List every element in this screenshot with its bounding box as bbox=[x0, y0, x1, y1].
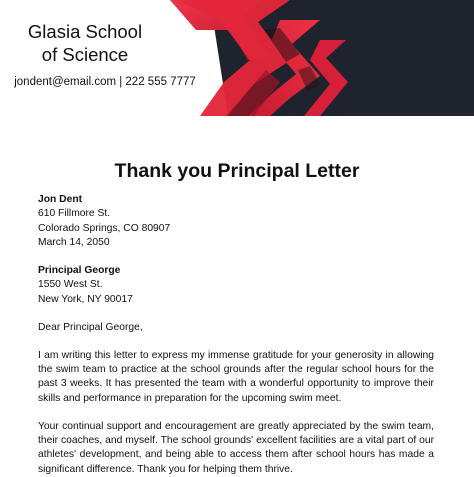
salutation: Dear Principal George, bbox=[38, 322, 143, 333]
recipient-street: 1550 West St. bbox=[38, 279, 103, 291]
sender-city: Colorado Springs, CO 80907 bbox=[38, 222, 171, 234]
sender-address bbox=[38, 193, 170, 251]
contact-info: jondent@email.com | 222 555 7777 bbox=[14, 76, 196, 88]
decorative-ribbon-graphic bbox=[170, 0, 474, 116]
letter-title: Thank you Principal Letter bbox=[114, 160, 360, 182]
sender-name: Jon Dent bbox=[38, 194, 83, 205]
sender-street: 610 Fillmore St. bbox=[38, 208, 111, 220]
school-name bbox=[0, 20, 170, 66]
recipient-name: Principal George bbox=[38, 265, 121, 276]
letter-date: March 14, 2050 bbox=[38, 237, 110, 249]
recipient-address bbox=[38, 264, 133, 307]
body-paragraph-2: Your continual support and encouragement are greatly appreciated by the swim team, their coaches, and myself. The school grounds' excellent facilities are a vital part of our athletes' development, and being able to access them after school hours has made a significant difference. Thank you for helping them thrive. bbox=[38, 421, 434, 475]
body-paragraph-1: I am writing this letter to express my immense gratitude for your generosity in allowing the swim team to practice at the school grounds after the regular school hours for the past 3 weeks. It has presented the team with a wonderful opportunity to improve their skills and performance in preparation for the upcoming swim meet. bbox=[38, 350, 434, 404]
school-name-line1: Glasia School bbox=[27, 21, 143, 42]
letterhead bbox=[0, 0, 474, 116]
school-name-line2: of Science bbox=[41, 44, 129, 65]
recipient-city: New York, NY 90017 bbox=[38, 293, 133, 305]
